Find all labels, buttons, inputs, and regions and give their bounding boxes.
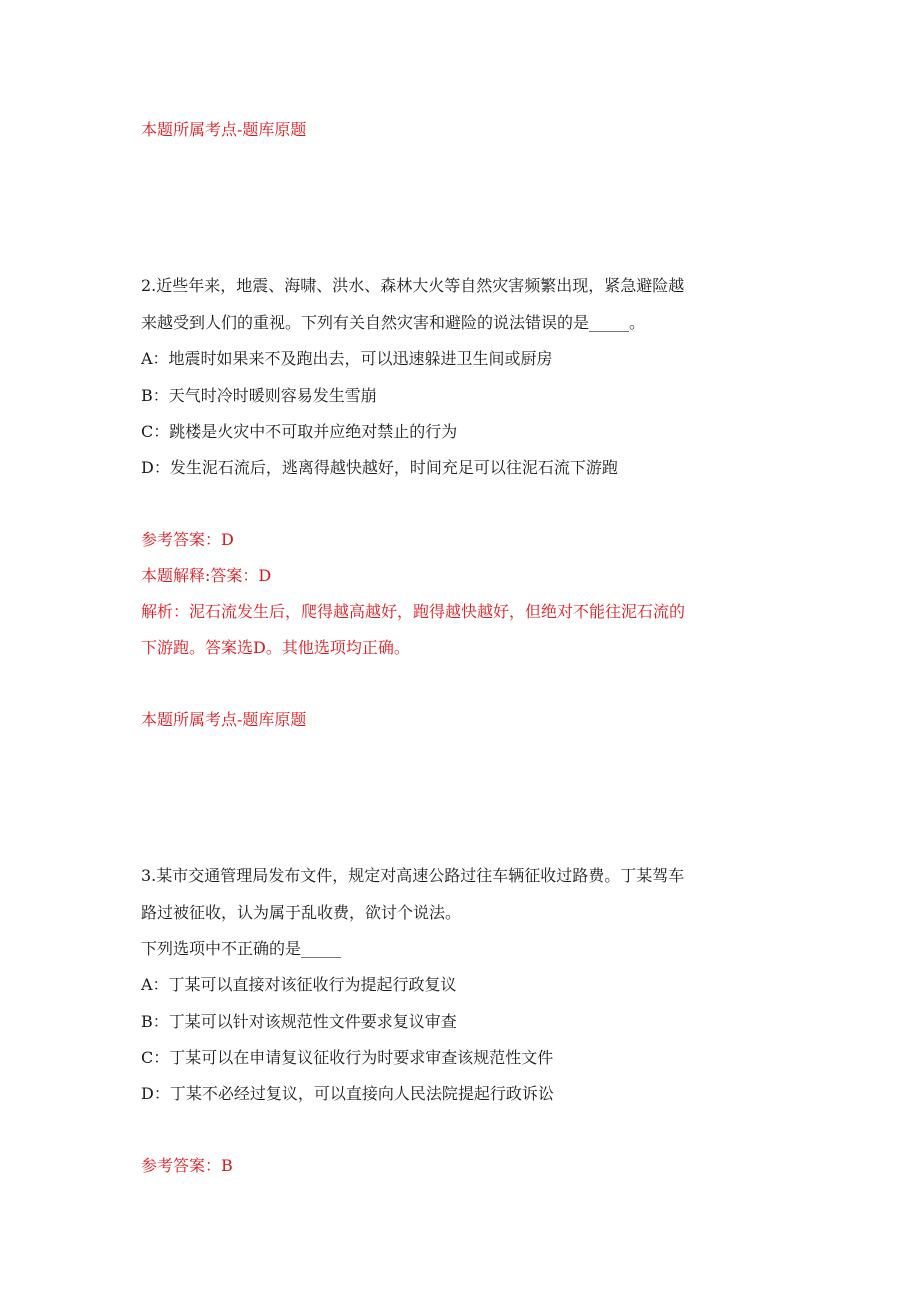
q2-option-c: C：跳楼是火灾中不可取并应绝对禁止的行为 bbox=[141, 422, 458, 441]
q2-analysis-line-1: 解析：泥石流发生后，爬得越高越好，跑得越快越好，但绝对不能往泥石流的 bbox=[141, 602, 686, 621]
section-label-top: 本题所属考点-题库原题 bbox=[141, 120, 307, 139]
q2-explanation-title: 本题解释:答案：D bbox=[141, 566, 272, 585]
q2-option-d: D：发生泥石流后，逃离得越快越好，时间充足可以往泥石流下游跑 bbox=[141, 458, 618, 477]
q2-stem-line-1: 2.近些年来，地震、海啸、洪水、森林大火等自然灾害频繁出现，紧急避险越 bbox=[141, 276, 685, 295]
q3-stem-line-2: 路过被征收，认为属于乱收费，欲讨个说法。 bbox=[141, 903, 462, 922]
q3-stem-line-3: 下列选项中不正确的是_____ bbox=[141, 939, 342, 958]
q2-answer: 参考答案：D bbox=[141, 530, 234, 549]
q2-option-a: A：地震时如果来不及跑出去，可以迅速躲进卫生间或厨房 bbox=[141, 349, 553, 368]
q3-option-b: B：丁某可以针对该规范性文件要求复议审查 bbox=[141, 1012, 457, 1031]
section-label-middle: 本题所属考点-题库原题 bbox=[141, 710, 307, 729]
q2-analysis-line-2: 下游跑。答案选D。其他选项均正确。 bbox=[141, 638, 410, 657]
q2-stem-line-2: 来越受到人们的重视。下列有关自然灾害和避险的说法错误的是_____。 bbox=[141, 313, 646, 332]
q3-stem-line-1: 3.某市交通管理局发布文件，规定对高速公路过往车辆征收过路费。丁某驾车 bbox=[141, 866, 685, 885]
q3-option-d: D：丁某不必经过复议，可以直接向人民法院提起行政诉讼 bbox=[141, 1084, 554, 1103]
q3-answer: 参考答案：B bbox=[141, 1156, 233, 1175]
q3-option-a: A：丁某可以直接对该征收行为提起行政复议 bbox=[141, 975, 457, 994]
q3-option-c: C：丁某可以在申请复议征收行为时要求审查该规范性文件 bbox=[141, 1048, 554, 1067]
q2-option-b: B：天气时冷时暖则容易发生雪崩 bbox=[141, 386, 377, 405]
